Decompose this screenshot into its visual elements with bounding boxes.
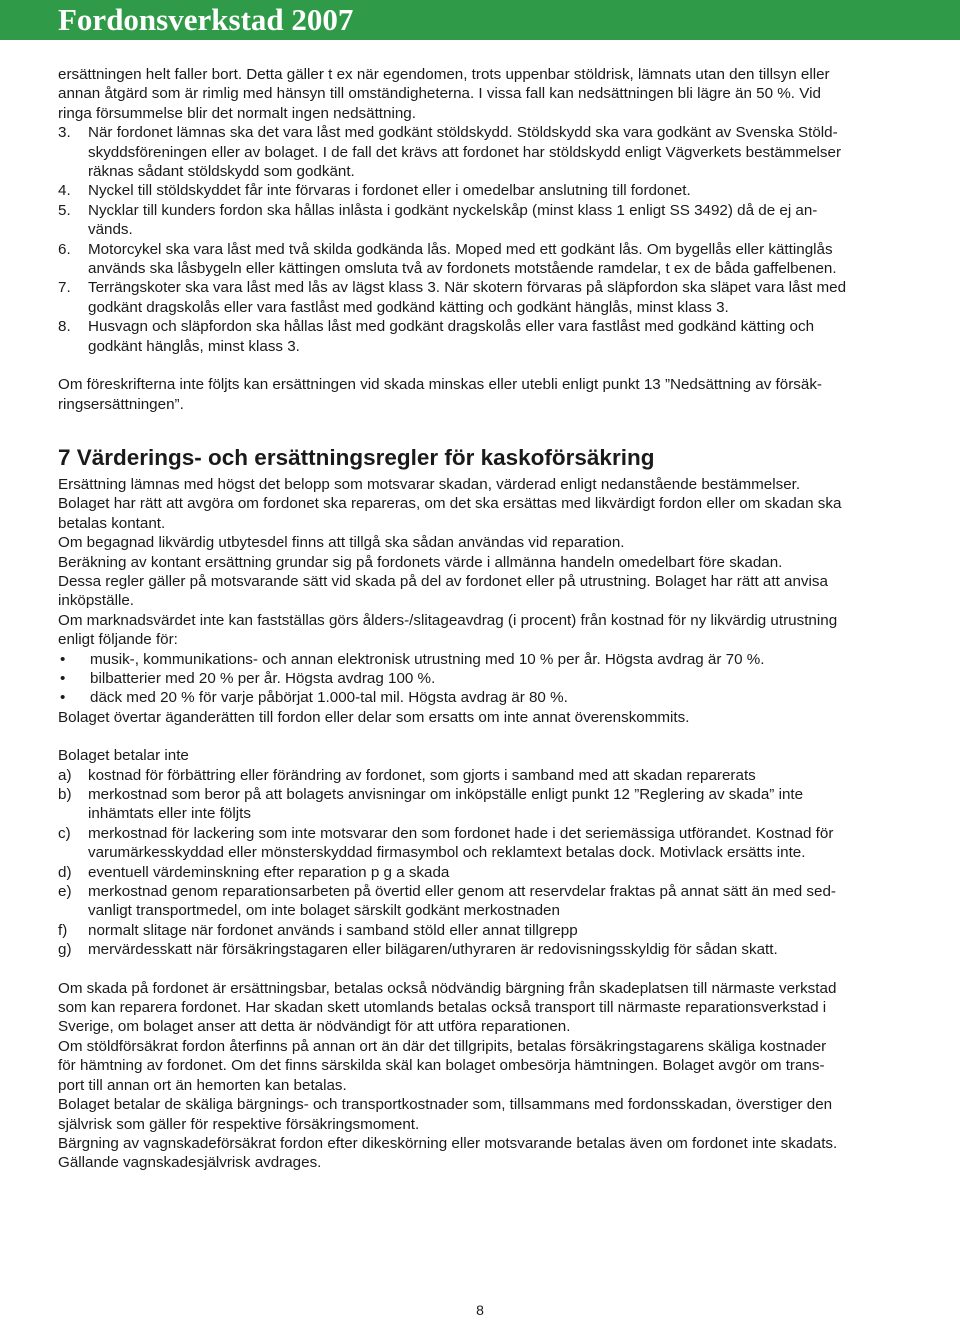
text-line: Beräkning av kontant ersättning grundar sig på fordonets värde i allmänna handeln omedelbart före skadan. (58, 553, 783, 571)
bullet-icon: • (60, 650, 66, 668)
page-number: 8 (476, 1302, 484, 1318)
list-marker: d) (58, 863, 72, 881)
intro-paragraph (58, 65, 904, 123)
text-line: varumärkesskyddad eller mönsterskyddad firmasymbol och reklamtext betalas dock. Motivlack ersätts inte. (88, 844, 806, 862)
list-item (58, 785, 904, 824)
spacer (58, 960, 904, 979)
text-line: Dessa regler gäller på motsvarande sätt vid skada på del av fordonet eller på utrustning. Bolaget har rätt att anvisa (58, 572, 828, 590)
list-marker: 5. (58, 201, 71, 219)
bullet-item (58, 669, 904, 688)
list-marker: e) (58, 883, 72, 901)
text-line: musik-, kommunikations- och annan elektronisk utrustning med 10 % per år. Högsta avdrag är 70 %. (90, 650, 765, 668)
text-line: annan åtgärd som är rimlig med hänsyn till omständigheterna. I vissa fall kan nedsättningen bli lägre än 50 %. Vid (58, 85, 821, 103)
list-item (58, 863, 904, 882)
list-item (58, 921, 904, 940)
text-line: bilbatterier med 20 % per år. Högsta avdrag 100 %. (90, 669, 436, 687)
text-line: godkänt dragskolås eller vara fastlåst med godkänd kätting och godkänt hänglås, minst klass 3. (88, 298, 729, 316)
list-item (58, 278, 904, 317)
text-line: enligt följande för: (58, 631, 178, 649)
document-title: Fordonsverkstad 2007 (58, 2, 354, 37)
bullet-list (58, 650, 904, 708)
text-line: port till annan ort än hemorten kan betalas. (58, 1076, 347, 1094)
list-marker: f) (58, 921, 68, 939)
list-marker: a) (58, 766, 72, 784)
text-line: ringa försummelse blir det normalt ingen nedsättning. (58, 104, 416, 122)
text-line: vanligt transportmedel, om inte bolaget särskilt godkänt merkostnaden (88, 902, 560, 920)
list-item (58, 181, 904, 200)
text-line: merkostnad för lackering som inte motsvarar den som fordonet hade i det seriemässiga utförandet. Kostnad för (88, 824, 834, 842)
text-line: däck med 20 % för varje påbörjat 1.000-tal mil. Högsta avdrag är 80 %. (90, 689, 568, 707)
text-line: Ersättning lämnas med högst det belopp som motsvarar skadan, värderad enligt nedanstående bestämmelser. (58, 475, 801, 493)
text-line: Gällande vagnskadesjälvrisk avdrages. (58, 1154, 322, 1172)
list-marker: 3. (58, 124, 71, 142)
text-line: skyddsföreningen eller av bolaget. I de fall det krävs att fordonet har stöldskydd enligt Vägverkets bestämmelser (88, 143, 842, 161)
text-line: inköpställe. (58, 592, 134, 610)
text-line: Om marknadsvärdet inte kan fastställas görs ålders-/slitageavdrag (i procent) från kostnad för ny likvärdig utrustning (58, 611, 838, 629)
text-line: merkostnad som beror på att bolagets anvisningar om inköpställe enligt punkt 12 ”Reglering av skada” inte (88, 786, 804, 803)
text-line: vänds. (88, 221, 133, 239)
text-line: normalt slitage när fordonet används i samband stöld eller annat tillgrepp (88, 921, 578, 939)
text-line: inhämtats eller inte följts (88, 805, 251, 823)
ownership-line: Bolaget övertar äganderätten till fordon eller delar som ersatts om inte annat överenskommits. (58, 708, 690, 726)
list-marker: b) (58, 786, 72, 803)
text-line: Om begagnad likvärdig utbytesdel finns att tillgå ska sådan användas vid reparation. (58, 534, 625, 552)
not-paid-intro: Bolaget betalar inte (58, 747, 189, 765)
list-item (58, 940, 904, 959)
list-item (58, 824, 904, 863)
text-line: Om skada på fordonet är ersättningsbar, betalas också nödvändig bärgning från skadeplatsen till närmaste verkstad (58, 979, 837, 997)
text-line: eventuell värdeminskning efter reparation p g a skada (88, 863, 450, 881)
text-line: ringsersättningen”. (58, 395, 184, 413)
bullet-icon: • (60, 689, 66, 707)
bullet-item (58, 650, 904, 669)
numbered-list (58, 123, 904, 356)
spacer (58, 356, 904, 375)
page-content (58, 65, 904, 1173)
text-line: självrisk som gäller för respektive försäkringsmoment. (58, 1115, 420, 1133)
list-item (58, 766, 904, 785)
list-marker: 4. (58, 182, 71, 200)
text-line: kostnad för förbättring eller förändring av fordonet, som gjorts i samband med att skadan reparerats (88, 766, 756, 784)
section-body (58, 475, 904, 650)
text-line: merkostnad genom reparationsarbeten på övertid eller genom att reservdelar fraktas på annat sätt än med sed- (88, 883, 836, 901)
text-line: godkänt hänglås, minst klass 3. (88, 337, 300, 355)
list-item (58, 240, 904, 279)
bullet-item (58, 688, 904, 707)
text-line: Sverige, om bolaget anser att detta är nödvändigt för att utföra reparationen. (58, 1018, 571, 1036)
text-line: mervärdesskatt när försäkringstagaren eller bilägaren/uthyraren är redovisningsskyldig för sådan skatt. (88, 941, 778, 959)
section-heading: 7 Värderings- och ersättningsregler för kaskoförsäkring (58, 444, 655, 470)
spacer (58, 414, 904, 433)
list-item (58, 882, 904, 921)
reduction-note (58, 375, 904, 414)
text-line: Nycklar till kunders fordon ska hållas inlåsta i godkänt nyckelskåp (minst klass 1 enligt SS 3492) då de ej an- (88, 201, 818, 219)
bullet-icon: • (60, 669, 66, 687)
list-item (58, 123, 904, 181)
list-marker: 8. (58, 318, 71, 336)
spacer (58, 727, 904, 746)
text-line: Om föreskrifterna inte följts kan ersättningen vid skada minskas eller utebli enligt punkt 13 ”Nedsättning av försäk- (58, 376, 822, 394)
text-line: används ska låsbygeln eller kättingen omsluta två av fordonets motstående ramdelar, t ex de båda gaffelbenen. (88, 260, 837, 278)
text-line: som kan reparera fordonet. Har skadan skett utomlands betalas också transport till närmaste reparationsverkstad i (58, 999, 827, 1017)
list-marker: c) (58, 824, 71, 842)
text-line: betalas kontant. (58, 514, 166, 532)
list-marker: 7. (58, 279, 71, 297)
text-line: för hämtning av fordonet. Om det finns särskilda skäl kan bolaget ombesörja hämtningen. Bolaget avgör om trans- (58, 1057, 825, 1075)
text-line: Bärgning av vagnskadeförsäkrat fordon efter dikeskörning eller motsvarande betalas även om fordonet inte skadats. (58, 1134, 838, 1152)
text-line: När fordonet lämnas ska det vara låst med godkänt stöldskydd. Stöldskydd ska vara godkänt av Svenska Stöld- (88, 124, 838, 142)
text-line: Bolaget har rätt att avgöra om fordonet ska repareras, om det ska ersättas med likvärdigt fordon eller om skadan ska (58, 495, 842, 513)
list-item (58, 201, 904, 240)
lettered-list (58, 766, 904, 960)
text-line: räknas sådant stöldskydd som godkänt. (88, 163, 355, 181)
text-line: Nyckel till stöldskyddet får inte förvaras i fordonet eller i omedelbar anslutning till fordonet. (88, 182, 691, 200)
list-marker: 6. (58, 240, 71, 258)
text-line: Om stöldförsäkrat fordon återfinns på annan ort än där det tillgripits, betalas försäkringstagarens skäliga kostnader (58, 1037, 827, 1055)
towing-paragraph (58, 979, 904, 1173)
list-item (58, 317, 904, 356)
text-line: Terrängskoter ska vara låst med lås av lägst klass 3. När skotern förvaras på släpfordon ska släpet vara låst med (88, 279, 847, 297)
text-line: Motorcykel ska vara låst med två skilda godkända lås. Moped med ett godkänt lås. Om bygellås eller kättinglås (88, 240, 833, 258)
text-line: ersättningen helt faller bort. Detta gäller t ex när egendomen, trots uppenbar stöldrisk, lämnats utan den tillsyn eller (58, 66, 830, 83)
text-line: Husvagn och släpfordon ska hållas låst med godkänt dragskolås eller vara fastlåst med godkänd kätting och (88, 318, 815, 336)
list-marker: g) (58, 941, 72, 959)
text-line: Bolaget betalar de skäliga bärgnings- och transportkostnader som, tillsammans med fordonsskadan, överstiger den (58, 1096, 833, 1114)
